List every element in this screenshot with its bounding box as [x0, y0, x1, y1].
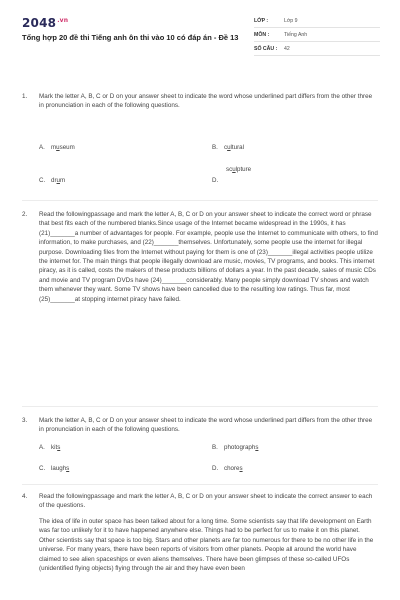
option-text: ltural [230, 144, 244, 151]
meta-key: LỚP : [254, 17, 269, 24]
question-1 [22, 92, 378, 111]
option-text: c [224, 144, 228, 151]
meta-class-row [254, 14, 380, 28]
option-letter: A. [39, 444, 45, 451]
question-number: 4. [22, 493, 28, 500]
option-text: chore [224, 465, 240, 472]
option-a[interactable] [39, 444, 60, 451]
option-text: sc [226, 166, 233, 173]
option-text: m [51, 144, 57, 151]
option-d[interactable] [212, 177, 224, 184]
document-meta [254, 14, 380, 56]
option-text: dr [51, 177, 57, 184]
option-letter: D. [212, 465, 219, 472]
option-b[interactable] [212, 444, 258, 451]
underlined-part: u [56, 144, 60, 151]
option-d-text[interactable] [226, 166, 251, 173]
meta-key: SỐ CÂU : [254, 45, 278, 52]
reading-passage: The idea of life in outer space has been talked about for a long time. Some scientists say that life development on Earth was far too unlikely for it to have happened anywhere else. Things had to be perfect for us to make it on this planet. Other scientists say that space is too big. Stars and other planets are far too numerous for there to be no other life in the universe. For many years, there have been reports of visitors from other planets. People all around the world have claimed to see alien spaceships or even aliens themselves. There have been glimpses of these so-called UFOs (unidentified flying objects) flying through the air and they have even been [39, 518, 374, 573]
question-4 [22, 492, 378, 511]
question-text: Mark the letter A, B, C or D on your answer sheet to indicate the word whose underlined part differs from the other three in pronunciation in each of the following questions. [39, 93, 373, 110]
option-text: m [59, 177, 66, 184]
option-text: lpture [235, 166, 252, 173]
option-letter: C. [39, 177, 46, 184]
option-text: laugh [51, 465, 67, 472]
underlined-part: s [255, 444, 259, 451]
option-c[interactable] [39, 465, 69, 472]
meta-subject-row [254, 28, 380, 42]
document-title: Tổng hợp 20 đề thi Tiếng anh ôn thi vào 10 có đáp án - Đề 13 [22, 33, 239, 42]
logo-text: 2048 [22, 16, 57, 30]
underlined-part: s [66, 465, 70, 472]
question-3 [22, 416, 378, 435]
option-a[interactable] [39, 144, 75, 151]
meta-value: Lớp 9 [284, 17, 298, 24]
question-text: Read the followingpassage and mark the letter A, B, C or D on your answer sheet to indicate the correct answer to each of the questions. [39, 493, 373, 510]
option-d[interactable] [212, 465, 243, 472]
divider [22, 406, 378, 407]
underlined-part: s [57, 444, 61, 451]
question-text: Read the followingpassage and mark the letter A, B, C or D on your answer sheet to indicate the correct word or phrase that best fits each of the numbered blanks.Since usage of the Internet became widespread in the 1990s, it has (21)_______a number of advantages for people. For example, people use the Internet to communicate with others, to find information, to make purchases, and (22)_______themselves. Unfortunately, some people use the internet for illegal purpose. Downloading files from the Internet without paying for them is one of (23)_______illegal activities people utilize the internet for. The main things that people illegally download are music, movies, TV programs, and books. This internet piracy, as it is called, costs the makers of these products billions of dollars a year. In the past decade, sales of music CDs and movie and TV program DVDs have (24)_______considerably. Many people simply download TV shows and watch them whenever they want. Some TV shows have been cancelled due to the resulting low ratings. Thus far, most (25)_______at stopping internet piracy have failed. [39, 211, 378, 303]
question-number: 2. [22, 211, 28, 218]
question-number: 1. [22, 93, 28, 100]
option-text: seum [59, 144, 75, 151]
meta-value: 42 [284, 45, 290, 52]
question-2 [22, 210, 378, 304]
option-letter: C. [39, 465, 46, 472]
question-number: 3. [22, 417, 28, 424]
site-logo[interactable] [22, 16, 68, 30]
meta-count-row [254, 42, 380, 56]
option-letter: B. [212, 444, 218, 451]
option-b[interactable] [212, 144, 244, 151]
meta-key: MÔN : [254, 31, 270, 38]
underlined-part: u [227, 144, 231, 151]
option-letter: D. [212, 177, 219, 184]
underlined-part: s [239, 465, 243, 472]
meta-value: Tiếng Anh [284, 31, 308, 38]
question-text: Mark the letter A, B, C or D on your answer sheet to indicate the word whose underlined part differs from the other three in pronunciation in each of the following questions. [39, 417, 373, 434]
option-letter: A. [39, 144, 45, 151]
option-text: kit [51, 444, 58, 451]
underlined-part: u [232, 166, 236, 173]
logo-suffix: .vn [57, 17, 69, 24]
option-c[interactable] [39, 177, 65, 184]
underlined-part: u [56, 177, 60, 184]
option-text: photograph [224, 444, 256, 451]
divider [22, 484, 378, 485]
divider [22, 200, 378, 201]
option-letter: B. [212, 144, 218, 151]
